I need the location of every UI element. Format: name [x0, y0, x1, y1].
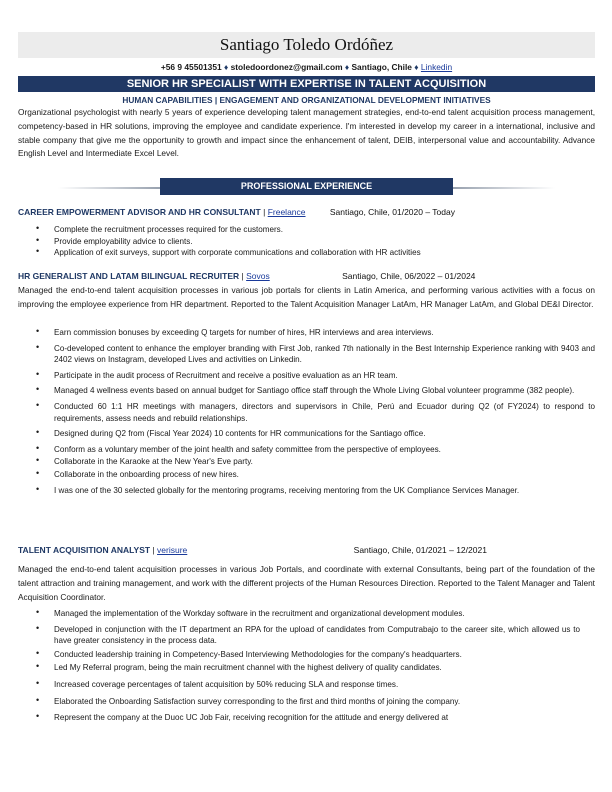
list-item: • I was one of the 30 selected globally for the mentoring programs, receiving mentoring from the UK Compliance Services Manager. [36, 485, 595, 497]
subheadline: HUMAN CAPABILITIES | ENGAGEMENT AND ORGANIZATIONAL DEVELOPMENT INITIATIVES [122, 95, 491, 105]
job-meta: Santiago, Chile, 01/2020 – Today [329, 207, 455, 217]
list-item: • Participate in the audit process of Recruitment and receive a positive evaluation as an HR team. [36, 370, 595, 382]
list-item: • Developed in conjunction with the IT department an RPA for the upload of candidates from Computrabajo to the career site, which allowed us to have greater consistency in the process data. [36, 624, 580, 647]
job-role: HR GENERALIST AND LATAM BILINGUAL RECRUITER [18, 271, 240, 281]
job-separator: | [263, 207, 266, 217]
job-separator: | [152, 545, 155, 555]
job-bullets [36, 608, 580, 724]
job-header [18, 545, 595, 556]
summary: Organizational psychologist with nearly 5 years of experience developing talent management strategies, end-to-end talent acquisition process management, competency-based in HR solutions, improving the employee and candidate experience. I'm interested in develop my career in a international, inclusive and stable company that give me the opportunity to growth and impact since the enhancement of talent, DEIB, interpersonal value and accountability. Advance English Level and Intermediate Excel Level. [18, 107, 595, 159]
list-item: • Conform as a voluntary member of the joint health and safety committee from the perspective of employees. [36, 444, 595, 456]
list-item: • Conducted 60 1:1 HR meetings with managers, directors and supervisors in Chile, Perú and Ecuador during Q2 (of FY2024) to respond to requirements, assess needs and rebuild relationships. [36, 401, 595, 424]
list-item: • Increased coverage percentages of talent acquisition by 50% reducing SLA and response times. [36, 679, 580, 691]
job-description: Managed the end-to-end talent acquisition processes in various Job Portals, and coordinate with external Consultants, being part of the foundation of the talent attraction and training management, and work with the different projects of the Human Resources Direction. Reported to the Talent Manager and Talent Acquisition Coordinator. [18, 564, 595, 602]
section-title: PROFESSIONAL EXPERIENCE [160, 178, 453, 195]
job-header [18, 271, 595, 282]
list-item: • Provide employability advice to clients. [36, 236, 576, 248]
email: stoledoordonez@gmail.com [230, 62, 343, 72]
company-link[interactable]: Sovos [246, 271, 270, 281]
list-item: • Designed during Q2 from (Fiscal Year 2024) 10 contents for HR communications for the Santiago office. [36, 428, 595, 440]
list-item: • Application of exit surveys, support with corporate communications and collaboration with HR activities [36, 247, 576, 259]
company-link[interactable]: verisure [157, 545, 188, 555]
company-link[interactable]: Freelance [267, 207, 306, 217]
job-description: Managed the end-to-end talent acquisition processes in various job portals for clients in Latin America, and performing various activities with a focus on improving the employee experience from HR department. Reported to the Talent Acquisition Manager LatAm, HR Manager LatAm, and Global DE&I Director. [18, 285, 595, 309]
contact-line [18, 62, 595, 73]
job-bullets [36, 327, 595, 496]
list-item: • Led My Referral program, being the main recruitment channel with the highest delivery of quality candidates. [36, 662, 580, 674]
list-item: • Co-developed content to enhance the employer branding with First Job, ranked 7th nationally in the Best Internship Experience ranking with 9403 and 2402 views on Instagram, developed Lives and activities on Linkedin. [36, 343, 595, 366]
job-meta: Santiago, Chile, 01/2021 – 12/2021 [353, 545, 487, 555]
headline: SENIOR HR SPECIALIST WITH EXPERTISE IN TALENT ACQUISITION [126, 78, 487, 90]
list-item: • Collaborate in the Karaoke at the New Year's Eve party. [36, 456, 595, 468]
list-item: • Managed 4 wellness events based on annual budget for Santiago office staff through the Whole Living Global volunteer programme (382 people). [36, 385, 595, 397]
name-band [18, 32, 595, 58]
job-separator: | [241, 271, 244, 281]
job-role: TALENT ACQUISITION ANALYST [18, 545, 151, 555]
list-item: • Complete the recruitment processes required for the customers. [36, 224, 576, 236]
headline-bar [18, 76, 595, 92]
list-item: • Collaborate in the onboarding process of new hires. [36, 469, 595, 481]
job-header [18, 207, 595, 218]
list-item: • Conducted leadership training in Competency-Based Interviewing Methodologies for the company's headquarters. [36, 649, 580, 661]
candidate-name: Santiago Toledo Ordóñez [219, 35, 394, 54]
separator-diamond-icon: ♦ [414, 62, 419, 72]
list-item: • Earn commission bonuses by exceeding Q targets for number of hires, HR interviews and area interviews. [36, 327, 595, 339]
separator-diamond-icon: ♦ [344, 62, 350, 72]
location: Santiago, Chile [351, 62, 412, 72]
separator-diamond-icon: ♦ [223, 62, 229, 72]
list-item: • Elaborated the Onboarding Satisfaction survey corresponding to the first and third months of joining the company. [36, 696, 580, 708]
job-role: CAREER EMPOWERMENT ADVISOR AND HR CONSULTANT [18, 207, 261, 217]
job-meta: Santiago, Chile, 06/2022 – 01/2024 [342, 271, 476, 281]
section-header [18, 177, 595, 197]
list-item: • Managed the implementation of the Workday software in the recruitment and organizational development modules. [36, 608, 580, 620]
phone: +56 9 45501351 [160, 62, 222, 72]
list-item: • Represent the company at the Duoc UC Job Fair, receiving recognition for the attitude and energy delivered at [36, 712, 580, 724]
job-bullets [36, 224, 576, 259]
linkedin-link[interactable]: Linkedin [420, 62, 453, 72]
